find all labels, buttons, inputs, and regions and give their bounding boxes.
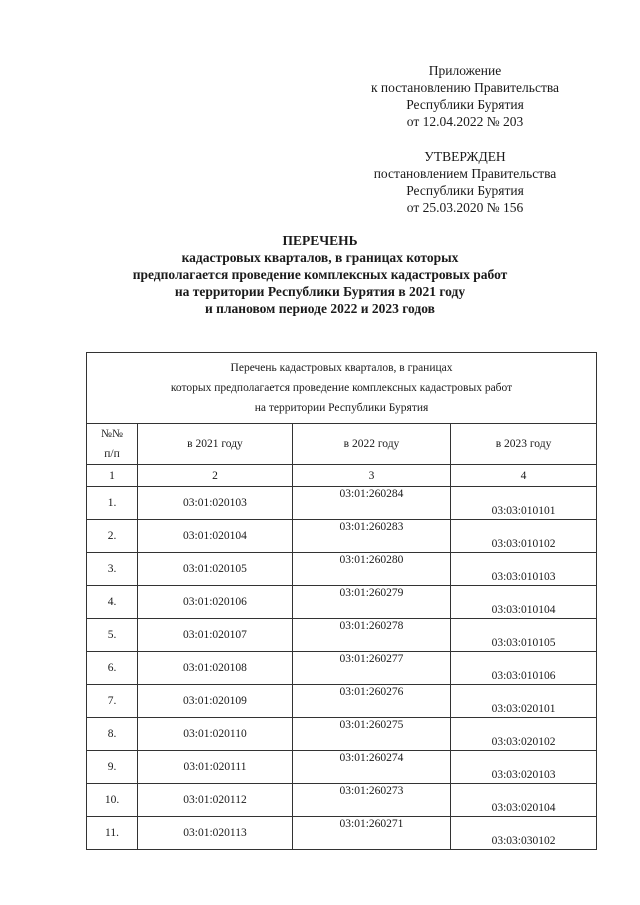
table-row — [87, 487, 597, 520]
cadastral-2022: 03:01:260280 — [293, 553, 451, 586]
cadastral-2021: 03:01:020107 — [138, 619, 293, 652]
approved-block — [340, 148, 590, 216]
header-number-line1: №№ — [101, 428, 123, 440]
caption-line: Перечень кадастровых кварталов, в границах — [230, 362, 453, 374]
row-number: 10. — [87, 784, 138, 817]
document-title — [0, 232, 640, 317]
row-number: 6. — [87, 652, 138, 685]
cadastral-2023: 03:03:020103 — [451, 751, 597, 784]
table-row — [87, 520, 597, 553]
cadastral-2022: 03:01:260276 — [293, 685, 451, 718]
title-line: и плановом периоде 2022 и 2023 годов — [205, 301, 435, 316]
table-row — [87, 553, 597, 586]
cadastral-2023: 03:03:010104 — [451, 586, 597, 619]
column-number: 1 — [87, 465, 138, 487]
approved-line: УТВЕРЖДЕН — [424, 149, 506, 164]
cadastral-2021: 03:01:020103 — [138, 487, 293, 520]
cadastral-2022: 03:01:260277 — [293, 652, 451, 685]
cadastral-2023: 03:03:010106 — [451, 652, 597, 685]
cadastral-2023: 03:03:020102 — [451, 718, 597, 751]
row-number: 11. — [87, 817, 138, 850]
title-line: на территории Республики Бурятия в 2021 году — [174, 284, 466, 299]
header-2021: в 2021 году — [138, 424, 293, 465]
table-row — [87, 685, 597, 718]
appendix-line: к постановлению Правительства — [370, 80, 560, 95]
appendix-line: от 12.04.2022 № 203 — [406, 114, 524, 129]
cadastral-2021: 03:01:020112 — [138, 784, 293, 817]
header-2022: в 2022 году — [293, 424, 451, 465]
cadastral-2023: 03:03:030102 — [451, 817, 597, 850]
column-number-row — [87, 465, 597, 487]
cadastral-2021: 03:01:020104 — [138, 520, 293, 553]
cadastral-2021: 03:01:020106 — [138, 586, 293, 619]
title-line: кадастровых кварталов, в границах которых — [181, 250, 459, 265]
cadastral-2022: 03:01:260278 — [293, 619, 451, 652]
approved-line: Республики Бурятия — [406, 183, 524, 198]
table-row — [87, 718, 597, 751]
approved-line: постановлением Правительства — [373, 166, 557, 181]
row-number: 4. — [87, 586, 138, 619]
cadastral-2022: 03:01:260283 — [293, 520, 451, 553]
header-row — [87, 424, 597, 465]
table-row — [87, 652, 597, 685]
cadastral-2021: 03:01:020108 — [138, 652, 293, 685]
table-row — [87, 751, 597, 784]
cadastral-2023: 03:03:010105 — [451, 619, 597, 652]
table-row — [87, 619, 597, 652]
caption-line: на территории Республики Бурятия — [254, 402, 429, 414]
row-number: 3. — [87, 553, 138, 586]
header-2023: в 2023 году — [451, 424, 597, 465]
cadastral-2022: 03:01:260275 — [293, 718, 451, 751]
cadastral-2023: 03:03:020104 — [451, 784, 597, 817]
row-number: 7. — [87, 685, 138, 718]
appendix-line: Приложение — [428, 63, 502, 78]
column-number: 4 — [451, 465, 597, 487]
caption-line: которых предполагается проведение комплексных кадастровых работ — [170, 382, 513, 394]
cadastral-2023: 03:03:010101 — [451, 487, 597, 520]
row-number: 9. — [87, 751, 138, 784]
header-number — [87, 424, 138, 465]
appendix-block — [340, 62, 590, 130]
cadastral-table — [86, 352, 597, 850]
cadastral-2022: 03:01:260273 — [293, 784, 451, 817]
column-number: 2 — [138, 465, 293, 487]
table-row — [87, 586, 597, 619]
cadastral-2022: 03:01:260279 — [293, 586, 451, 619]
title-line: ПЕРЕЧЕНЬ — [282, 233, 358, 248]
cadastral-2021: 03:01:020110 — [138, 718, 293, 751]
row-number: 8. — [87, 718, 138, 751]
cadastral-2021: 03:01:020113 — [138, 817, 293, 850]
column-number: 3 — [293, 465, 451, 487]
header-number-line2: п/п — [104, 448, 120, 460]
cadastral-2023: 03:03:010102 — [451, 520, 597, 553]
cadastral-2021: 03:01:020109 — [138, 685, 293, 718]
cadastral-2021: 03:01:020105 — [138, 553, 293, 586]
cadastral-2022: 03:01:260274 — [293, 751, 451, 784]
appendix-line: Республики Бурятия — [406, 97, 524, 112]
table-row — [87, 784, 597, 817]
row-number: 2. — [87, 520, 138, 553]
cadastral-2023: 03:03:010103 — [451, 553, 597, 586]
cadastral-2021: 03:01:020111 — [138, 751, 293, 784]
row-number: 1. — [87, 487, 138, 520]
table-row — [87, 817, 597, 850]
row-number: 5. — [87, 619, 138, 652]
table-caption — [87, 353, 597, 424]
title-line: предполагается проведение комплексных кадастровых работ — [132, 267, 508, 282]
approved-line: от 25.03.2020 № 156 — [406, 200, 524, 215]
cadastral-2023: 03:03:020101 — [451, 685, 597, 718]
cadastral-2022: 03:01:260284 — [293, 487, 451, 520]
cadastral-2022: 03:01:260271 — [293, 817, 451, 850]
